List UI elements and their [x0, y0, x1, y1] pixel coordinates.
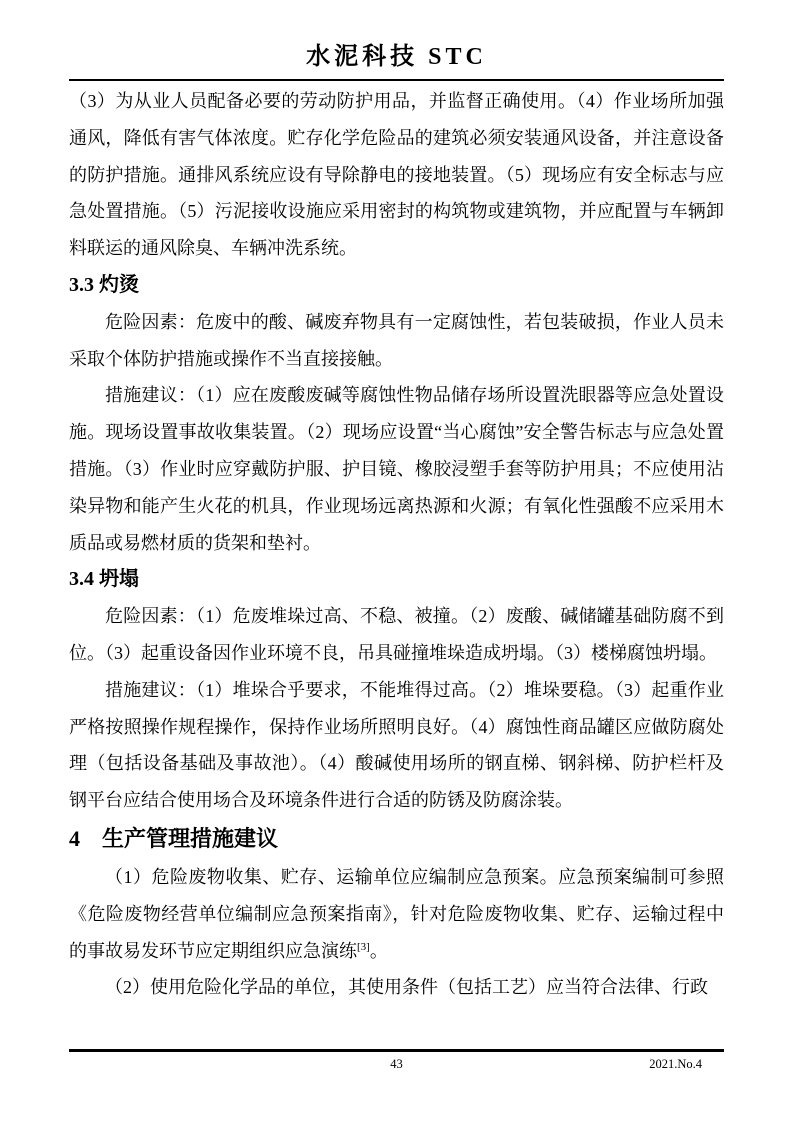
paragraph-safety-measures-continued: （3）为从业人员配备必要的劳动防护用品，并监督正确使用。（4）作业场所加强通风，降低有害气体浓度。贮存化学危险品的建筑必须安装通风设备，并注意设备的防护措施。通排风系统应设有导除静电的接地装置。（5）现场应有安全标志与应急处置措施。（5）污泥接收设施应采用密封的构筑物或建筑物，并应配置与车辆卸料联运的通风除臭、车辆冲洗系统。	[69, 91, 724, 259]
paragraph-emergency-plan-period: 。	[369, 940, 388, 961]
page-number: 43	[390, 1057, 403, 1071]
heading-3-3-scald: 3.3 灼烫	[69, 273, 139, 296]
paragraph-scald-suggestions: 措施建议：（1）应在废酸废碱等腐蚀性物品储存场所设置洗眼器等应急处置设施。现场设置事故收集装置。（2）现场应设置“当心腐蚀”安全警告标志与应急处置措施。（3）作业时应穿戴防护服、护目镜、橡胶浸塑手套等防护用具；不应使用沾染异物和能产生火花的机具，作业现场远离热源和火源；有氧化性强酸不应采用木质品或易燃材质的货架和垫衬。	[69, 385, 724, 553]
page-footer	[69, 1049, 724, 1078]
paragraph-collapse-suggestions: 措施建议：（1）堆垛合乎要求，不能堆得过高。（2）堆垛要稳。（3）起重作业严格按照操作规程操作，保持作业场所照明良好。（4）腐蚀性商品罐区应做防腐处理（包括设备基础及事故池）。（4）酸碱使用场所的钢直梯、钢斜梯、防护栏杆及钢平台应结合使用场合及环境条件进行合适的防锈及防腐涂装。	[69, 679, 724, 811]
citation-ref-3: [3]	[357, 940, 370, 953]
heading-4-production-management: 4 生产管理措施建议	[69, 825, 279, 851]
paragraph-collapse-risk-factors: 危险因素：（1）危废堆垛过高、不稳、被撞。（2）废酸、碱储罐基础防腐不到位。（3）起重设备因作业环境不良，吊具碰撞堆垛造成坍塌。（3）楼梯腐蚀坍塌。	[69, 606, 724, 663]
issue-number: 2021.No.4	[649, 1057, 702, 1071]
paragraph-chemical-usage: （2）使用危险化学品的单位，其使用条件（包括工艺）应当符合法律、行政	[105, 977, 708, 998]
heading-3-4-collapse: 3.4 坍塌	[69, 568, 139, 591]
paragraph-scald-risk-factors: 危险因素：危废中的酸、碱废弃物具有一定腐蚀性，若包装破损，作业人员未采取个体防护措施或操作不当直接接触。	[69, 311, 724, 369]
document-body	[69, 81, 724, 1006]
paragraph-emergency-plan	[69, 859, 724, 969]
page-header	[69, 0, 724, 81]
journal-title: 水泥科技 STC	[306, 44, 487, 70]
paragraph-emergency-plan-text: （1）危险废物收集、贮存、运输单位应编制应急预案。应急预案编制可参照《危险废物经营单位编制应急预案指南》，针对危险废物收集、贮存、运输过程中的事故易发环节应定期组织应急演练	[69, 866, 724, 961]
